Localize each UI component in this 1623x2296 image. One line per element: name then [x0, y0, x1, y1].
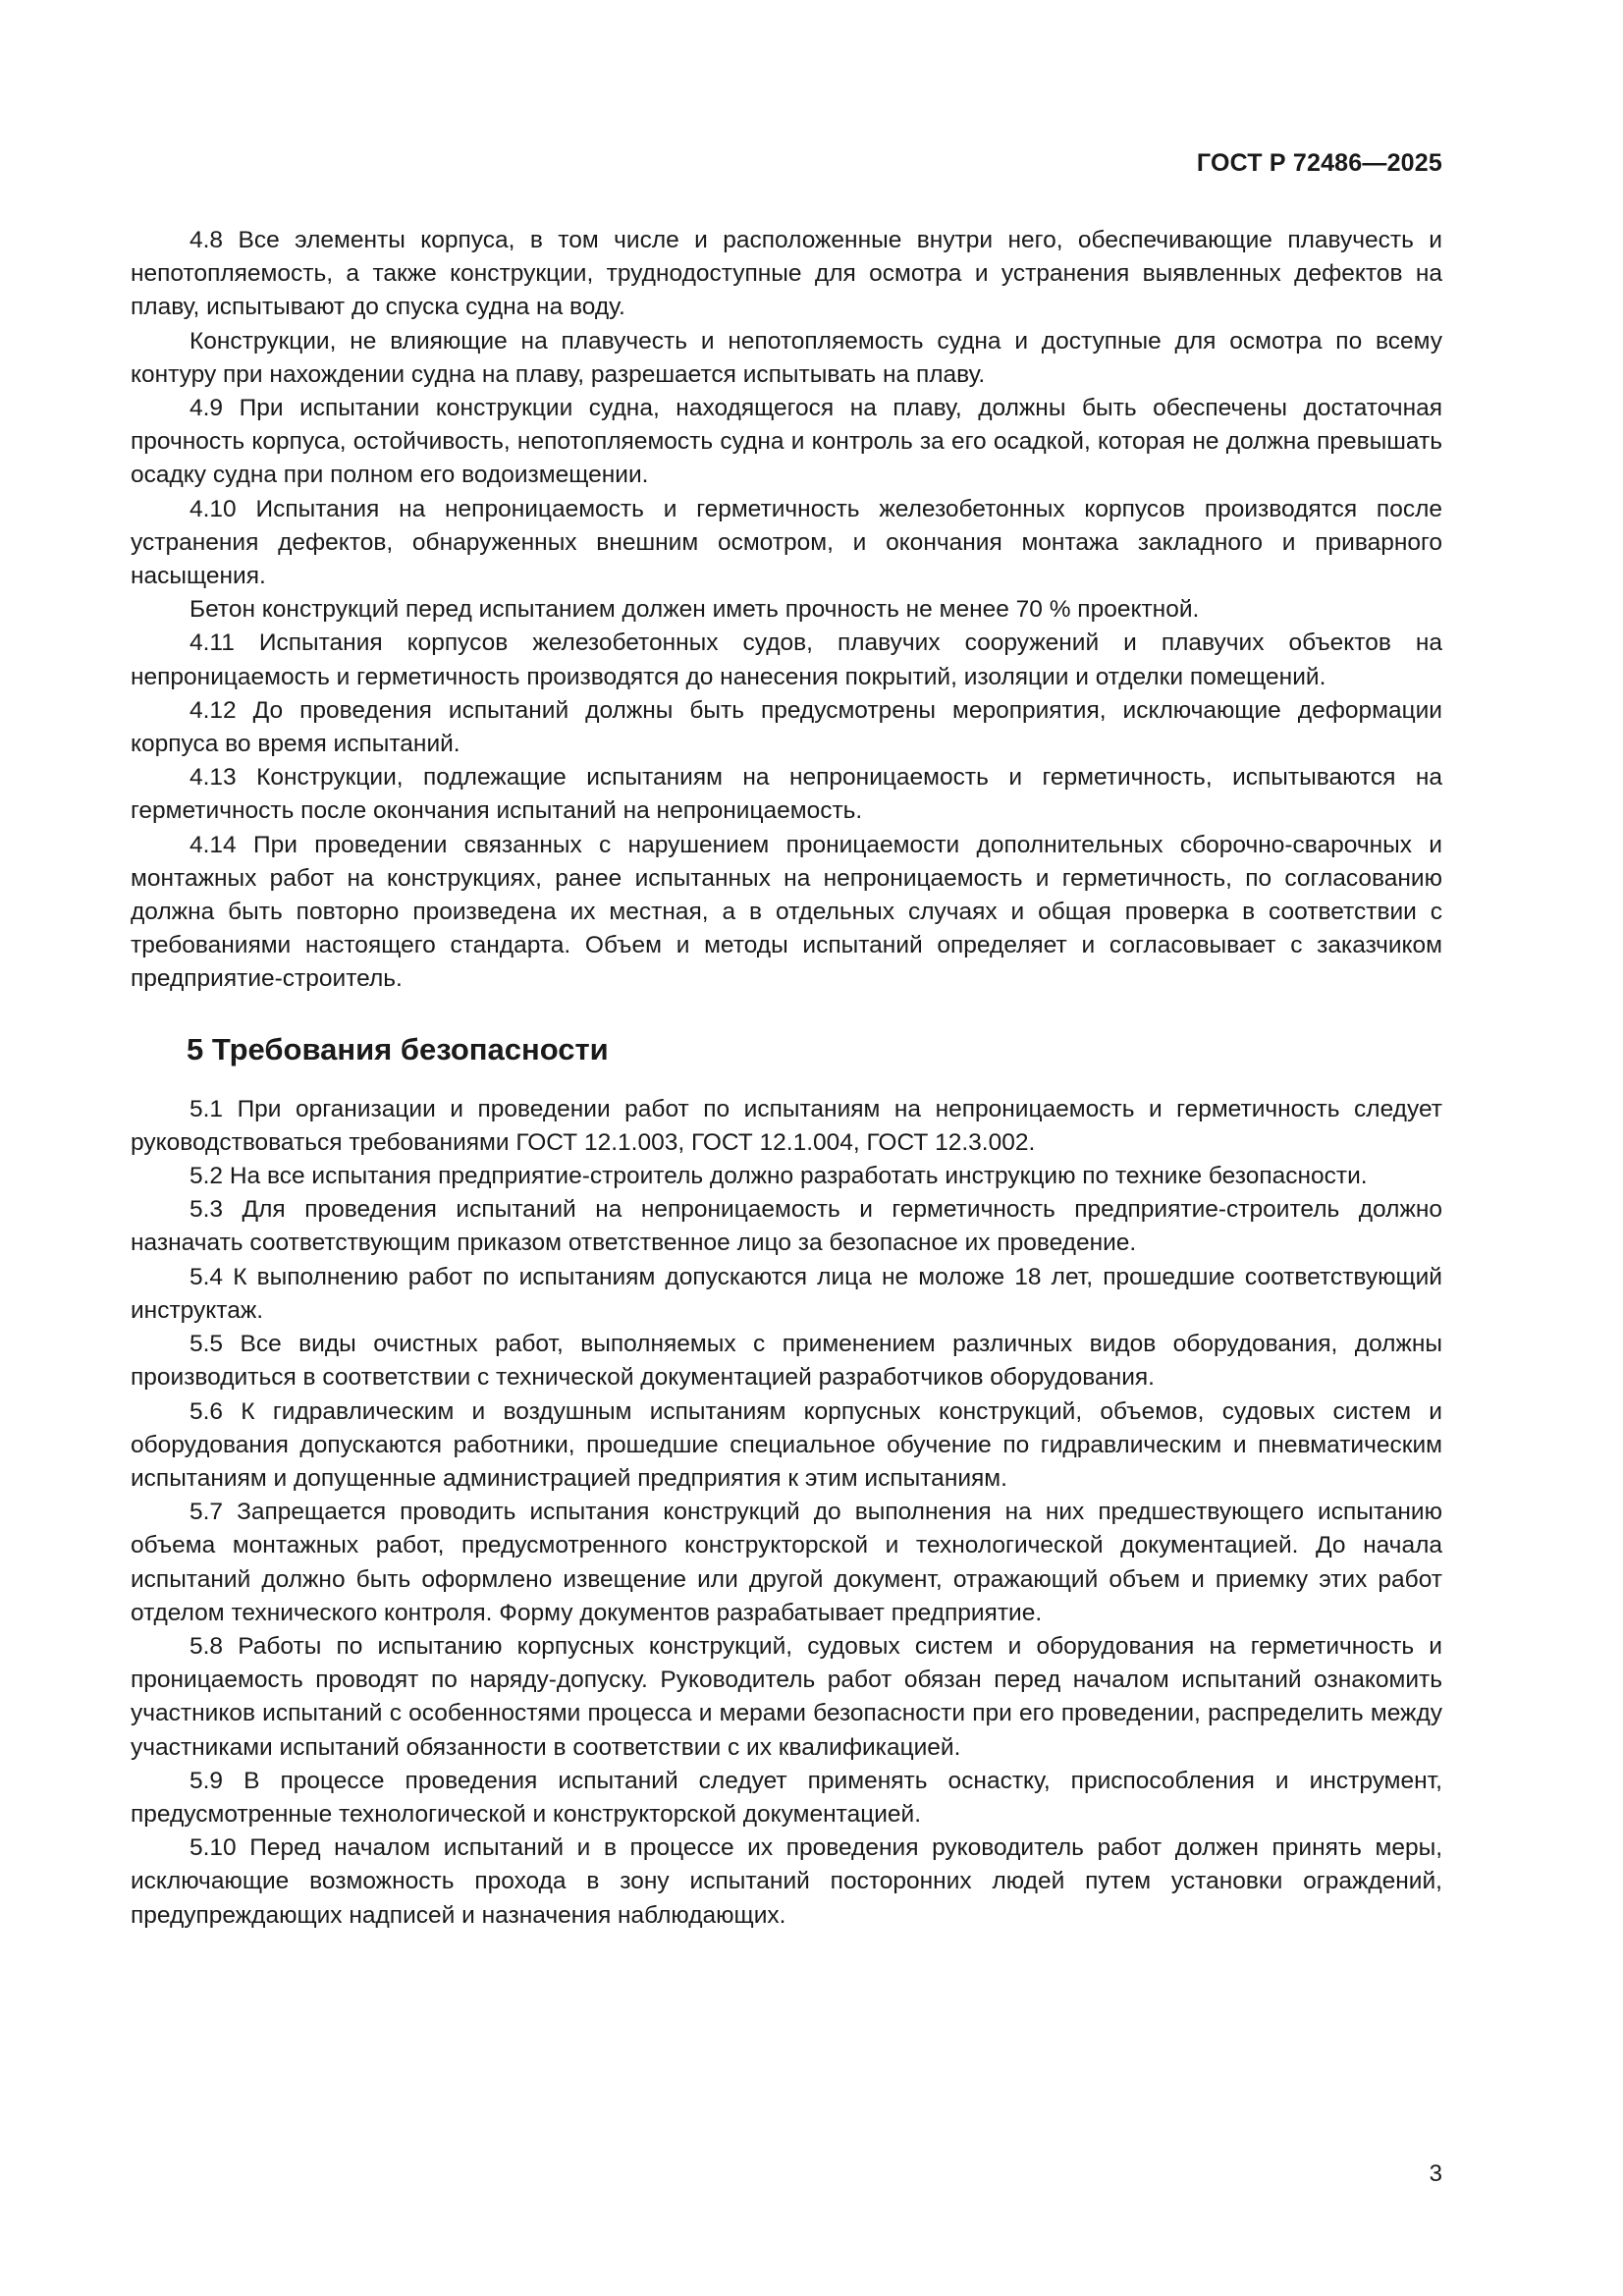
- section-5-heading: 5 Требования безопасности: [187, 1031, 609, 1066]
- paragraph-5-2: 5.2 На все испытания предприятие-строитель должно разработать инструкцию по технике безопасности.: [189, 1163, 1368, 1190]
- paragraph-5-9: 5.9 В процессе проведения испытаний следует применять оснастку, приспособления и инструмент, предусмотренные технологической и конструкторской документацией.: [131, 1767, 1442, 1828]
- document-body: [131, 224, 1442, 1933]
- paragraph-4-9: 4.9 При испытании конструкции судна, находящегося на плаву, должны быть обеспечены достаточная прочность корпуса, остойчивость, непотопляемость судна и контроль за его осадкой, которая не должна превышать осадку судна при полном его водоизмещении.: [131, 395, 1442, 489]
- paragraph-5-8: 5.8 Работы по испытанию корпусных конструкций, судовых систем и оборудования на герметичность и проницаемость проводят по наряду-допуску. Руководитель работ обязан перед началом испытаний ознакомить участников испытаний с особенностями процесса и мерами безопасности при его проведении, распределить между участниками испытаний обязанности в соответствии с их квалификацией.: [131, 1632, 1442, 1761]
- paragraph-5-7: 5.7 Запрещается проводить испытания конструкций до выполнения на них предшествующего испытанию объема монтажных работ, предусмотренного конструкторской и технологической документацией. До начала испытаний должно быть оформлено извещение или другой документ, отражающий объем и приемку этих работ отделом технического контроля. Форму документов разрабатывает предприятие.: [131, 1499, 1442, 1626]
- paragraph-4-14: 4.14 При проведении связанных с нарушением проницаемости дополнительных сборочно-сварочных и монтажных работ на конструкциях, ранее испытанных на непроницаемость и герметичность, по согласованию должна быть повторно произведена их местная, а в отдельных случаях и общая проверка в соответствии с требованиями настоящего стандарта. Объем и методы испытаний определяет и согласовывает с заказчиком предприятие-строитель.: [131, 831, 1442, 993]
- paragraph-4-8: 4.8 Все элементы корпуса, в том числе и расположенные внутри него, обеспечивающие плавучесть и непотопляемость, а также конструкции, труднодоступные для осмотра и устранения выявленных дефектов на плаву, испытывают до спуска судна на воду.: [131, 227, 1442, 321]
- paragraph-5-3: 5.3 Для проведения испытаний на непроницаемость и герметичность предприятие-строитель должно назначать соответствующим приказом ответственное лицо за безопасное их проведение.: [131, 1196, 1442, 1257]
- paragraph-5-5: 5.5 Все виды очистных работ, выполняемых с применением различных видов оборудования, должны производиться в соответствии с технической документацией разработчиков оборудования.: [131, 1331, 1442, 1392]
- paragraph-5-1: 5.1 При организации и проведении работ по испытаниям на непроницаемость и герметичность следует руководствоваться требованиями ГОСТ 12.1.003, ГОСТ 12.1.004, ГОСТ 12.3.002.: [131, 1095, 1442, 1156]
- paragraph-5-6: 5.6 К гидравлическим и воздушным испытаниям корпусных конструкций, объемов, судовых систем и оборудования допускаются работники, прошедшие специальное обучение по гидравлическим и пневматическим испытаниям и допущенные администрацией предприятия к этим испытаниям.: [131, 1397, 1442, 1492]
- paragraph-5-10: 5.10 Перед началом испытаний и в процессе их проведения руководитель работ должен принять меры, исключающие возможность прохода в зону испытаний посторонних людей путем установки ограждений, предупреждающих надписей и назначения наблюдающих.: [131, 1834, 1442, 1929]
- paragraph-4-8-continued: Конструкции, не влияющие на плавучесть и непотопляемость судна и доступные для осмотра по всему контуру при нахождении судна на плаву, разрешается испытывать на плаву.: [131, 327, 1442, 388]
- paragraph-4-10: 4.10 Испытания на непроницаемость и герметичность железобетонных корпусов производятся после устранения дефектов, обнаруженных внешним осмотром, и окончания монтажа закладного и приварного насыщения.: [131, 495, 1442, 590]
- paragraph-5-4: 5.4 К выполнению работ по испытаниям допускаются лица не моложе 18 лет, прошедшие соответствующий инструктаж.: [131, 1263, 1442, 1324]
- page-number: 3: [1429, 2160, 1442, 2187]
- document-code-header: ГОСТ Р 72486—2025: [1196, 149, 1442, 177]
- paragraph-4-10-continued: Бетон конструкций перед испытанием должен иметь прочность не менее 70 % проектной.: [189, 596, 1200, 624]
- paragraph-4-12: 4.12 До проведения испытаний должны быть предусмотрены мероприятия, исключающие деформации корпуса во время испытаний.: [131, 696, 1442, 758]
- paragraph-4-11: 4.11 Испытания корпусов железобетонных судов, плавучих сооружений и плавучих объектов на непроницаемость и герметичность производятся до нанесения покрытий, изоляции и отделки помещений.: [131, 629, 1442, 690]
- paragraph-4-13: 4.13 Конструкции, подлежащие испытаниям на непроницаемость и герметичность, испытываются на герметичность после окончания испытаний на непроницаемость.: [131, 764, 1442, 825]
